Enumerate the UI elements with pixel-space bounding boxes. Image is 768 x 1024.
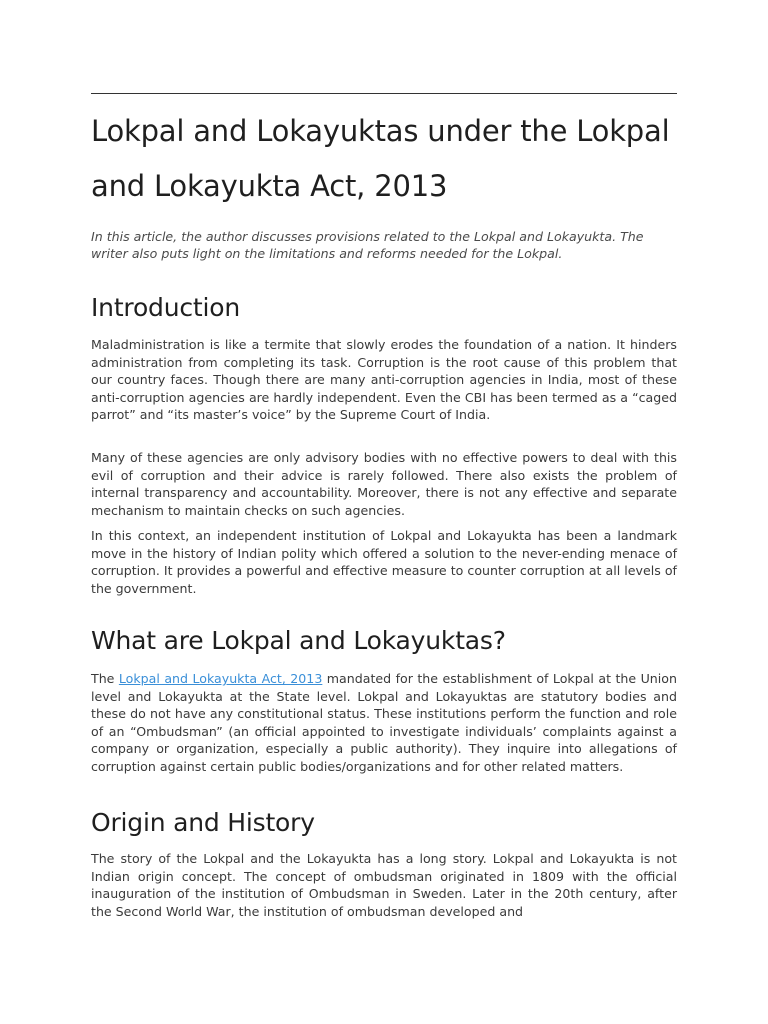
intro-paragraph-2: Many of these agencies are only advisory bodies with no effective powers to deal with this evil of corruption and their advice is rarely followed. There also exists the problem of internal transparency and accountability. Moreover, there is not any effective and separate mechanism to maintain checks on such agencies. xyxy=(91,450,677,518)
what-are-body: mandated for the establishment of Lokpal at the Union level and Lokayukta at the State level. Lokpal and Lokayuktas are statutory bodies and these do not have any constitutional status. These institutions perform the function and role of an “Ombudsman” (an official appointed to investigate individuals’ complaints against a company or organization, especially a public authority). They inquire into allegations of corruption against certain public bodies/organizations and for other related matters. xyxy=(91,671,677,774)
article-title: Lokpal and Lokayuktas under the Lokpal and Lokayukta Act, 2013 xyxy=(91,114,670,203)
act-link[interactable]: Lokpal and Lokayukta Act, 2013 xyxy=(118,671,323,686)
heading-origin: Origin and History xyxy=(91,808,315,837)
heading-what-are: What are Lokpal and Lokayuktas? xyxy=(91,626,506,655)
intro-paragraph-1: Maladministration is like a termite that slowly erodes the foundation of a nation. It hinders administration from completing its task. Corruption is the root cause of this problem that our country faces. Though there are many anti-corruption agencies in India, most of these anti-corruption agencies are hardly independent. Even the CBI has been termed as a “caged parrot” and “its master’s voice” by the Supreme Court of India. xyxy=(91,337,677,423)
what-are-prefix: The xyxy=(91,671,119,686)
top-divider xyxy=(91,93,677,94)
origin-paragraph: The story of the Lokpal and the Lokayukta has a long story. Lokpal and Lokayukta is not Indian origin concept. The concept of ombudsman originated in 1809 with the official inauguration of the institution of Ombudsman in Sweden. Later in the 20th century, after the Second World War, the institution of ombudsman developed and xyxy=(91,851,677,919)
heading-introduction: Introduction xyxy=(91,293,240,322)
what-are-paragraph xyxy=(91,670,677,776)
intro-paragraph-3: In this context, an independent institution of Lokpal and Lokayukta has been a landmark move in the history of Indian polity which offered a solution to the never-ending menace of corruption. It provides a powerful and effective measure to counter corruption at all levels of the government. xyxy=(91,528,677,596)
article-lead: In this article, the author discusses provisions related to the Lokpal and Lokayukta. The writer also puts light on the limitations and reforms needed for the Lokpal. xyxy=(91,229,644,261)
